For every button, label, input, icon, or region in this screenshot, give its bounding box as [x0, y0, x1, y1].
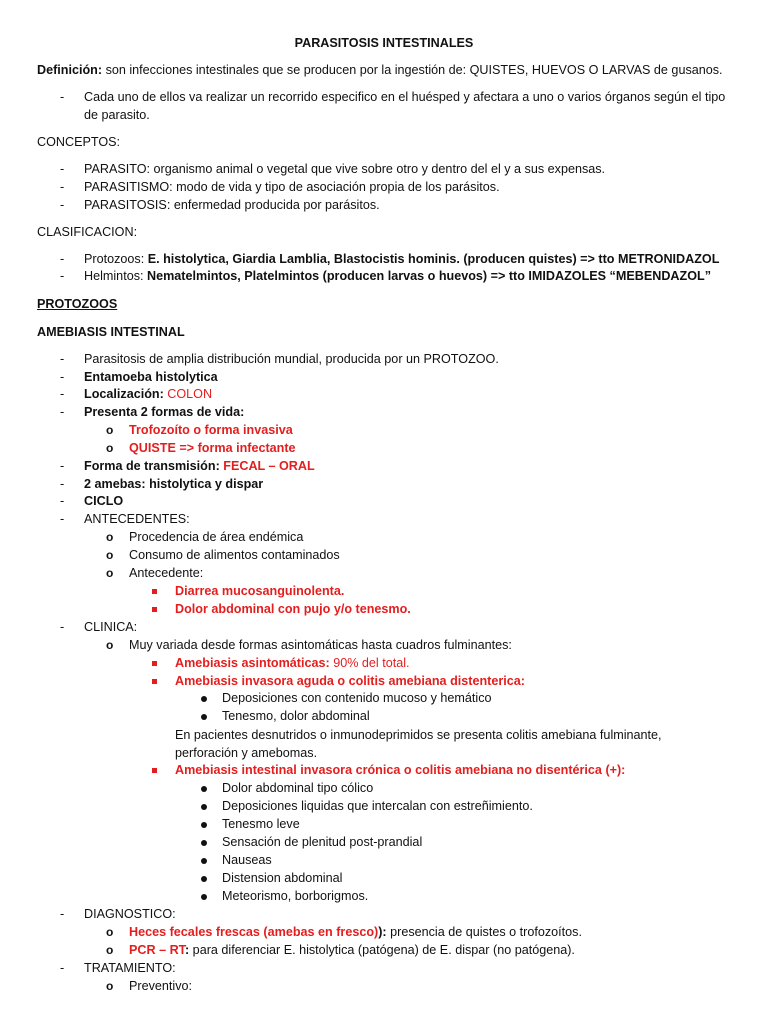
definition-text: son infecciones intestinales que se producen por la ingestión de: QUISTES, HUEVOS O LARVAS de gusanos.: [102, 63, 723, 77]
dash-bullet: -: [60, 90, 65, 104]
circle-bullet-icon: o: [106, 638, 114, 652]
transmision-value: FECAL – ORAL: [223, 459, 315, 473]
localizacion-label: Localización:: [84, 387, 168, 401]
cronica-item: Distension abdominal: [222, 871, 343, 885]
dash-bullet: -: [60, 907, 65, 921]
round-bullet-icon: [201, 714, 207, 720]
dash-bullet: -: [60, 162, 65, 176]
clinica-nota-line2: perforación y amebomas.: [175, 746, 318, 760]
circle-bullet-icon: o: [106, 548, 114, 562]
circle-bullet-icon: o: [106, 979, 114, 993]
cronica-item: Nauseas: [222, 853, 272, 867]
dash-bullet: -: [60, 961, 65, 975]
circle-bullet-icon: o: [106, 530, 114, 544]
definition-label: Definición:: [37, 63, 103, 77]
dash-bullet: -: [60, 180, 65, 194]
antecedentes-heading: ANTECEDENTES:: [84, 512, 190, 526]
clasificacion-heading: CLASIFICACION:: [37, 225, 138, 239]
tratamiento-item: Preventivo:: [129, 979, 192, 993]
conceptos-heading: CONCEPTOS:: [37, 135, 121, 149]
protozoos-heading: PROTOZOOS: [37, 297, 118, 311]
diagnostico-heces: [129, 925, 582, 939]
amebiasis-localizacion: [84, 387, 212, 401]
antecedente-sub-item: Diarrea mucosanguinolenta.: [175, 584, 345, 598]
asintomatica-label: Amebiasis asintomáticas:: [175, 656, 334, 670]
cronica-item: Meteorismo, borborigmos.: [222, 889, 369, 903]
circle-bullet-icon: o: [106, 943, 114, 957]
round-bullet-icon: [201, 894, 207, 900]
antecedente-item: Antecedente:: [129, 566, 204, 580]
square-bullet-icon: [152, 607, 157, 612]
cronica-item: Deposiciones liquidas que intercalan con estreñimiento.: [222, 799, 533, 813]
tratamiento-heading: TRATAMIENTO:: [84, 961, 176, 975]
amebiasis-agente: Entamoeba histolytica: [84, 370, 218, 384]
square-bullet-icon: [152, 589, 157, 594]
forma-item: Trofozoíto o forma invasiva: [129, 423, 293, 437]
aguda-item: Tenesmo, dolor abdominal: [222, 709, 370, 723]
dash-bullet: -: [60, 405, 65, 419]
amebiasis-ciclo: CICLO: [84, 494, 124, 508]
diagnostico-heading: DIAGNOSTICO:: [84, 907, 176, 921]
amebiasis-distribucion: Parasitosis de amplia distribución mundial, producida por un PROTOZOO.: [84, 352, 499, 366]
dash-bullet: -: [60, 387, 65, 401]
antecedente-sub-item: Dolor abdominal con pujo y/o tenesmo.: [175, 602, 411, 616]
square-bullet-icon: [152, 661, 157, 666]
cronica-item: Dolor abdominal tipo cólico: [222, 781, 374, 795]
dash-bullet: -: [60, 198, 65, 212]
protozoos-text: E. histolytica, Giardia Lamblia, Blastocistis hominis. (producen quistes) => tto METRONIDAZOL: [147, 252, 720, 266]
diagnostico-pcr: [129, 943, 575, 957]
round-bullet-icon: [201, 822, 207, 828]
square-bullet-icon: [152, 768, 157, 773]
heces-text: presencia de quistes o trofozoítos.: [386, 925, 582, 939]
clinica-cronica-label: Amebiasis intestinal invasora crónica o colitis amebiana no disentérica (+):: [175, 763, 626, 777]
definition-paragraph: [37, 63, 723, 77]
round-bullet-icon: [201, 876, 207, 882]
round-bullet-icon: [201, 804, 207, 810]
definition-bullet-line1: Cada uno de ellos va realizar un recorrido especifico en el huésped y afectara a uno o varios órganos según el tipo: [84, 90, 726, 104]
dash-bullet: -: [60, 269, 65, 283]
helmintos-text: Nematelmintos, Platelmintos (producen larvas o huevos) => tto IMIDAZOLES “MEBENDAZOL”: [147, 269, 712, 283]
round-bullet-icon: [201, 840, 207, 846]
concepto-item: PARASITOSIS: enfermedad producida por parásitos.: [84, 198, 380, 212]
pcr-colon: :: [184, 943, 190, 957]
pcr-text: para diferenciar E. histolytica (patógena) de E. dispar (no patógena).: [189, 943, 575, 957]
amebiasis-amebas: 2 amebas: histolytica y dispar: [84, 477, 264, 491]
dash-bullet: -: [60, 370, 65, 384]
clasificacion-helmintos: [84, 269, 711, 283]
round-bullet-icon: [201, 696, 207, 702]
heces-label: Heces fecales frescas (amebas en fresco): [129, 925, 379, 939]
aguda-item: Deposiciones con contenido mucoso y hemático: [222, 691, 492, 705]
amebiasis-formas: Presenta 2 formas de vida:: [84, 405, 245, 419]
circle-bullet-icon: o: [106, 423, 114, 437]
protozoos-label: Protozoos:: [84, 252, 148, 266]
definition-bullet-line2: de parasito.: [84, 108, 150, 122]
amebiasis-transmision: [84, 459, 315, 473]
circle-bullet-icon: o: [106, 925, 114, 939]
helmintos-label: Helmintos:: [84, 269, 147, 283]
antecedente-item: Consumo de alimentos contaminados: [129, 548, 340, 562]
amebiasis-heading: AMEBIASIS INTESTINAL: [37, 325, 185, 339]
clinica-asintomatica: [175, 656, 410, 670]
circle-bullet-icon: o: [106, 441, 114, 455]
round-bullet-icon: [201, 858, 207, 864]
clinica-intro: Muy variada desde formas asintomáticas hasta cuadros fulminantes:: [129, 638, 512, 652]
antecedente-item: Procedencia de área endémica: [129, 530, 304, 544]
asintomatica-value: 90% del total.: [333, 656, 410, 670]
clinica-heading: CLINICA:: [84, 620, 138, 634]
dash-bullet: -: [60, 512, 65, 526]
concepto-item: PARASITO: organismo animal o vegetal que vive sobre otro y dentro del el y a sus expensas.: [84, 162, 606, 176]
dash-bullet: -: [60, 620, 65, 634]
concepto-item: PARASITISMO: modo de vida y tipo de asociación propia de los parásitos.: [84, 180, 500, 194]
heces-colon: ):: [378, 925, 387, 939]
cronica-item: Sensación de plenitud post-prandial: [222, 835, 423, 849]
dash-bullet: -: [60, 494, 65, 508]
square-bullet-icon: [152, 679, 157, 684]
round-bullet-icon: [201, 786, 207, 792]
document-title: PARASITOSIS INTESTINALES: [294, 36, 474, 50]
forma-item: QUISTE => forma infectante: [129, 441, 296, 455]
circle-bullet-icon: o: [106, 566, 114, 580]
transmision-label: Forma de transmisión:: [84, 459, 224, 473]
clasificacion-protozoos: [84, 252, 719, 266]
localizacion-value: COLON: [167, 387, 213, 401]
clinica-aguda-label: Amebiasis invasora aguda o colitis amebiana distenterica:: [175, 674, 525, 688]
dash-bullet: -: [60, 477, 65, 491]
dash-bullet: -: [60, 352, 65, 366]
dash-bullet: -: [60, 252, 65, 266]
dash-bullet: -: [60, 459, 65, 473]
cronica-item: Tenesmo leve: [222, 817, 300, 831]
clinica-nota-line1: En pacientes desnutridos o inmunodeprimidos se presenta colitis amebiana fulminante,: [175, 728, 662, 742]
pcr-label: PCR – RT: [129, 943, 185, 957]
